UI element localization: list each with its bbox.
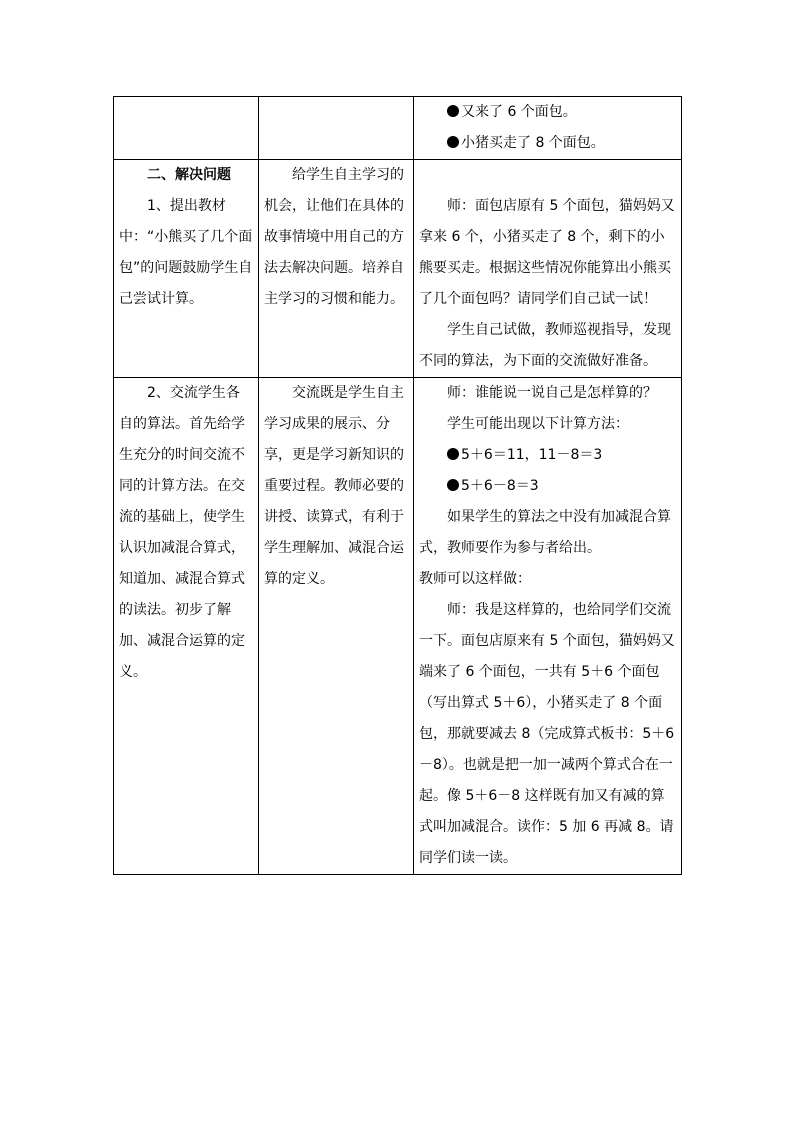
- step-text: 1、提出教材中：“小熊买了几个面包”的问题鼓励学生自己尝试计算。: [119, 198, 253, 307]
- table-row-continuation: [114, 97, 682, 160]
- bullet-item: [419, 471, 676, 502]
- cell-exchange-intent: [259, 378, 414, 875]
- activity-text: 教师可以这样做：: [419, 571, 531, 587]
- table-row-exchange: [114, 378, 682, 875]
- section-heading: 二、解决问题: [147, 167, 231, 183]
- bullet-text: 小猪买走了 8 个面包。: [461, 135, 605, 151]
- table-row-solve: [114, 160, 682, 378]
- cell-exchange-activity: [414, 378, 682, 875]
- activity-text: 师：面包店原有 5 个面包，猫妈妈又拿来 6 个，小猪买走了 8 个，剩下的小熊要买走。根据这些情况你能算出小熊买了几个面包吗？请同学们自己试一试！: [419, 198, 675, 307]
- activity-text: 学生可能出现以下计算方法：: [447, 416, 629, 432]
- intent-text: 交流既是学生自主学习成果的展示、分享，更是学习新知识的重要过程。教师必要的讲授、读算式，有利于学生理解加、减混合运算的定义。: [264, 385, 404, 587]
- step-text: 2、交流学生各自的算法。首先给学生充分的时间交流不同的计算方法。在交流的基础上，使学生认识加减混合算式，知道加、减混合算式的读法。初步了解加、减混合运算的定义。: [119, 385, 245, 680]
- activity-text: 学生自己试做，教师巡视指导，发现不同的算法，为下面的交流做好准备。: [419, 322, 671, 369]
- bullet-dot-icon: [447, 105, 459, 117]
- bullet-text: 5＋6＝11，11－8＝3: [461, 447, 603, 463]
- activity-text: 师：谁能说一说自己是怎样算的？: [447, 385, 657, 401]
- bullet-dot-icon: [447, 136, 459, 148]
- bullet-item: [419, 97, 676, 128]
- bullet-dot-icon: [447, 479, 459, 491]
- bullet-text: 5＋6－8＝3: [461, 478, 539, 494]
- cell-solve-steps: [114, 160, 259, 378]
- bullet-text: 又来了 6 个面包。: [461, 104, 577, 120]
- cell-empty-1: [114, 97, 259, 160]
- bullet-dot-icon: [447, 448, 459, 460]
- cell-solve-intent: [259, 160, 414, 378]
- activity-text: 师：我是这样算的，也给同学们交流一下。面包店原来有 5 个面包，猫妈妈又端来了 6 个面包，一共有 5＋6 个面包（写出算式 5＋6），小猪买走了 8 个面包，那就要减去 8（完成算式板书：5＋6－8）。也就是把一加一减两个算式合在一起。像 5＋6－8 这样既有加又有减的算式叫加减混合。读作：5 加 6 再减 8。请同学们读一读。: [419, 602, 675, 866]
- cell-exchange-steps: [114, 378, 259, 875]
- cell-bullets: [414, 97, 682, 160]
- intent-text: 给学生自主学习的机会，让他们在具体的故事情境中用自己的方法去解决问题。培养自主学习的习惯和能力。: [264, 167, 404, 307]
- spacer: [419, 160, 676, 191]
- bullet-item: [419, 440, 676, 471]
- lesson-plan-table: [113, 96, 682, 875]
- bullet-item: [419, 128, 676, 159]
- activity-text: 如果学生的算法之中没有加减混合算式，教师要作为参与者给出。: [419, 509, 671, 556]
- cell-solve-activity: [414, 160, 682, 378]
- cell-empty-2: [259, 97, 414, 160]
